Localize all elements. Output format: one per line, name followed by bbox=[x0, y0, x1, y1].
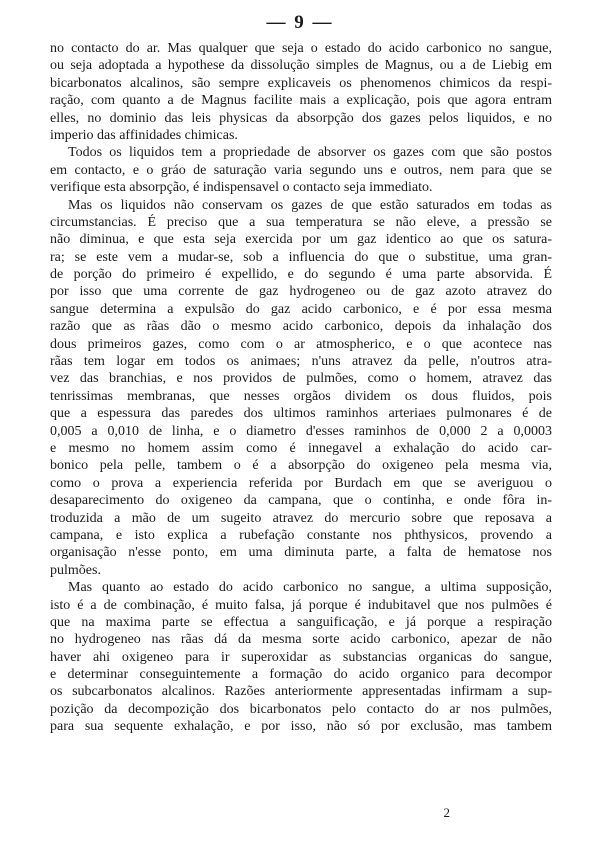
text-line: circumstancias. É preciso que a sua temperatura se não eleve, a pressão se bbox=[50, 214, 552, 230]
text-line: organisação n'esse ponto, em uma diminuta parte, a falta de hematose nos bbox=[50, 545, 552, 561]
text-line: como o prova a experiencia referida por Burdach em que se averiguou o bbox=[50, 475, 552, 491]
text-line: isto é a de combinação, é muito falsa, já porque é indubitavel que nos pulmões é bbox=[50, 597, 552, 613]
text-line: para sua sequente exhalação, e por isso, não só por exclusão, mas tambem bbox=[50, 719, 552, 735]
text-line: sangue determina a expulsão do gaz acido carbonico, e é por essa mesma bbox=[50, 301, 552, 317]
text-line: os subcarbonatos alcalinos. Razões anteriormente appresentadas infirmam a sup- bbox=[50, 684, 552, 700]
text-line: ou seja adoptada a hypothese da dissolução simples de Magnus, ou a de Liebig em bbox=[50, 58, 552, 74]
text-line: pulmões. bbox=[50, 562, 101, 578]
text-line: dous primeiros gazes, como com o ar atmospherico, e o que acontece nas bbox=[50, 336, 552, 352]
text-line: imperio das affinidades chimicas. bbox=[50, 127, 238, 143]
text-line: de porção do primeiro é expellido, e do segundo é uma parte absorvida. É bbox=[50, 267, 552, 283]
text-line: razão que as rãas dão o mesmo acido carbonico, depois da inhalação dos bbox=[50, 319, 552, 335]
page-number: — 9 — bbox=[266, 12, 334, 33]
text-line: pozição da decompozição dos bicarbonatos pelo contacto do ar nos pulmões, bbox=[50, 701, 552, 717]
text-line: no contacto do ar. Mas qualquer que seja o estado do acido carbonico no sangue, bbox=[50, 41, 552, 56]
text-line: no hydrogeneo nas rãas dá da mesma sorte acido carbonico, apezar de não bbox=[50, 632, 552, 648]
signature-mark: 2 bbox=[443, 805, 450, 820]
text-line: rãas tem logar em todos os animaes; n'uns atravez da pelle, n'outros atra- bbox=[50, 354, 552, 370]
text-line: e mesmo no homem assim como é innegavel a exhalação do acido car- bbox=[50, 440, 552, 456]
body-text bbox=[50, 40, 552, 736]
text-line: bonico pela pelle, tambem o é a absorpção do oxigeneo pela mesma via, bbox=[50, 458, 552, 474]
text-line: verifique esta absorpção, é indispensavel o contacto seja immediato. bbox=[50, 180, 433, 196]
text-line: vez das branchias, e nos providos de pulmões, como o homem, atravez das bbox=[50, 371, 552, 387]
text-line: haver ahi oxigeneo para ir superoxidar as substancias organicas do sangue, bbox=[50, 649, 552, 665]
text-line: 0,005 a 0,010 de linha, e o diametro d'esses raminhos de 0,000 2 a 0,0003 bbox=[50, 423, 552, 439]
text-line: Todos os liquidos tem a propriedade de absorver os gazes com que são postos bbox=[68, 145, 552, 161]
text-line: tenrissimas membranas, que nesses orgãos dividem os dous fluidos, pois bbox=[50, 388, 552, 404]
text-line: por isso que uma corrente de gaz hydrogeneo ou de gaz azoto atravez do bbox=[50, 284, 552, 300]
text-line: desaparecimento do oxigeneo da campana, que o continha, e onde fôra in- bbox=[50, 493, 552, 509]
text-line: ração, com quanto a de Magnus facilite mais a explicação, pois que agora entram bbox=[50, 93, 552, 109]
text-line: que na maxima parte se effectua a sanguificação, e já porque a respiração bbox=[50, 614, 552, 630]
text-line: campana, e isto explica a rubefação constante nos phthysicos, provendo a bbox=[50, 527, 552, 543]
text-line: troduzida a mão de um sugeito atravez do mercurio sobre que reposava a bbox=[50, 510, 552, 526]
text-line: ra; se este vem a mudar-se, sob a influencia do que o substitue, uma gran- bbox=[50, 249, 552, 265]
text-line: Mas os liquidos não conservam os gazes de que estão saturados em todas as bbox=[68, 197, 552, 213]
text-line: que a espessura das paredes dos ultimos raminhos arteriaes pulmonares é de bbox=[50, 406, 552, 422]
text-line: Mas quanto ao estado do acido carbonico no sangue, a ultima supposição, bbox=[68, 580, 552, 596]
text-line: elles, no dominio das leis physicas da absorpção dos gazes pelos liquidos, e no bbox=[50, 110, 552, 126]
text-line: em contacto, e o gráo de saturação varia segundo uns e outros, nem para que se bbox=[50, 162, 552, 178]
text-line: e determinar conseguintemente a formação do acido organico para decompor bbox=[50, 667, 552, 683]
text-line: não diminua, e que esta seja exercida por um gaz identico ao que os satura- bbox=[50, 232, 552, 248]
text-line: bicarbonatos alcalinos, são sempre explicaveis os phenomenos chimicos da respi- bbox=[50, 75, 552, 91]
